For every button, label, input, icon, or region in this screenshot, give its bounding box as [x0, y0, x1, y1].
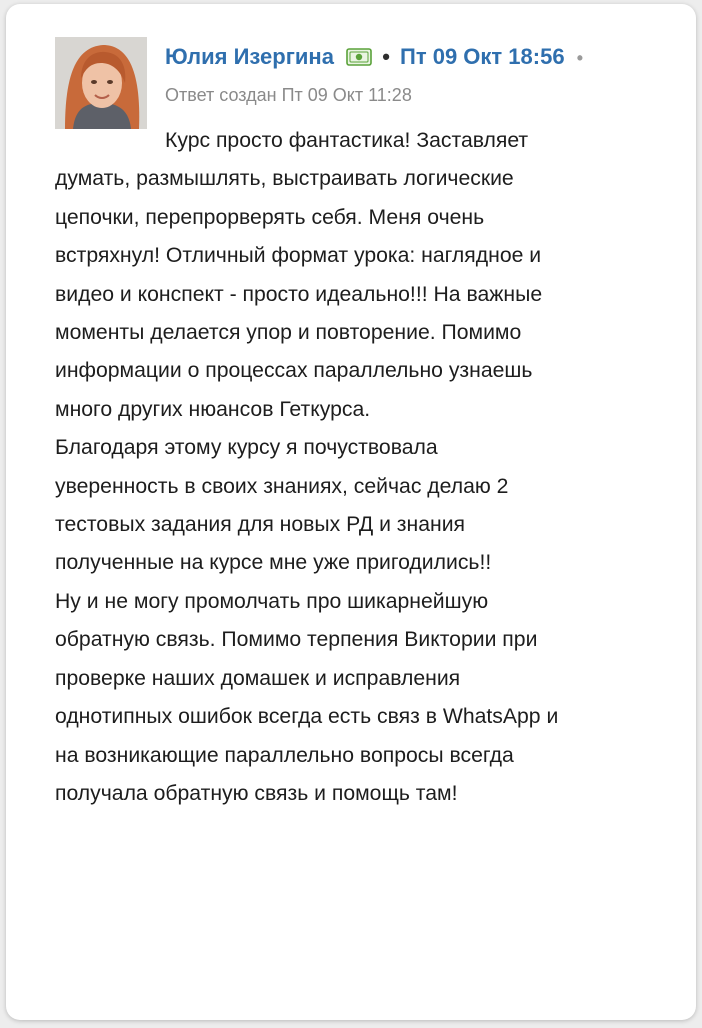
created-timestamp: Ответ создан Пт 09 Окт 11:28: [165, 85, 412, 105]
comment-line: Благодаря этому курсу я почуствовала: [55, 436, 438, 460]
comment-line: проверке наших домашек и исправления: [55, 666, 461, 690]
comment-line: на возникающие параллельно вопросы всегда: [55, 743, 514, 767]
money-icon: [346, 40, 372, 78]
comment-line: информации о процессах параллельно узнаешь: [55, 359, 533, 383]
comment-line: Курс просто фантастика! Заставляет: [165, 129, 529, 152]
comment-text: [55, 122, 685, 813]
trailing-dot: •: [576, 48, 584, 68]
comment-line: получала обратную связь и помощь там!: [55, 781, 458, 805]
comment-line: Ну и не могу промолчать про шикарнейшую: [55, 589, 489, 613]
comment-line: думать, размышлять, выстраивать логические: [55, 167, 514, 191]
comment-line: обратную связь. Помимо терпения Виктории при: [55, 628, 538, 652]
author-name-link[interactable]: Юлия Изергина: [165, 44, 334, 69]
comment-card: [6, 4, 696, 1020]
comment-header: [165, 38, 583, 78]
comment-line: много других нюансов Геткурса.: [55, 397, 371, 421]
comment-line: уверенность в своих знаниях, сейчас делаю 2: [55, 474, 509, 498]
comment-line: моменты делается упор и повторение. Помимо: [55, 321, 522, 345]
comment-date-link[interactable]: Пт 09 Окт 18:56: [400, 44, 565, 69]
comment-line: однотипных ошибок всегда есть связ в WhatsApp и: [55, 705, 559, 729]
comment-line: полученные на курсе мне уже пригодились!!: [55, 551, 492, 575]
comment-line: встряхнул! Отличный формат урока: наглядное и: [55, 244, 542, 268]
comment-line: тестовых задания для новых РД и знания: [55, 513, 466, 537]
comment-line: видео и конспект - просто идеально!!! На важные: [55, 282, 543, 306]
avatar-photo: [55, 37, 147, 129]
avatar[interactable]: [55, 37, 147, 129]
separator-dot: •: [382, 44, 390, 69]
comment-line: цепочки, перепрорверять себя. Меня очень: [55, 205, 485, 229]
